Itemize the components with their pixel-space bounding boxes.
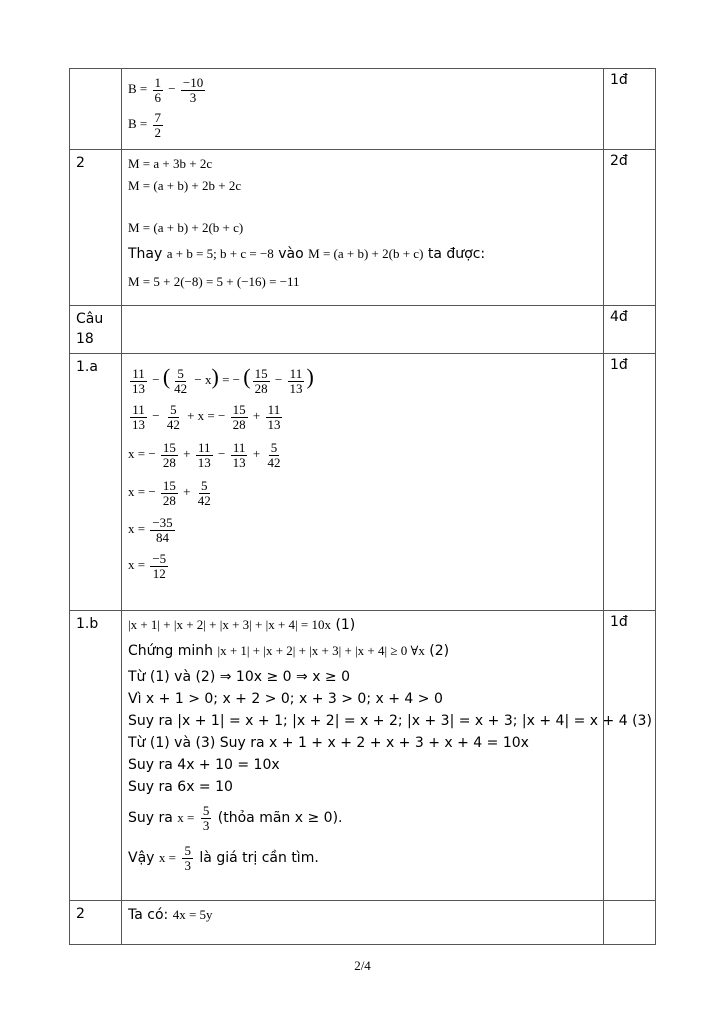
table-row — [70, 354, 656, 611]
solution-cell — [122, 354, 604, 611]
solution-line: Chứng minh |x + 1| + |x + 2| + |x + 3| + |x + 4| ≥ 0 ∀x (2) — [128, 643, 450, 659]
solution-cell — [122, 901, 604, 945]
solution-line: Suy ra x = $\frac{5}{3}$ (thỏa mãn x ≥ 0). — [128, 802, 343, 833]
solution-line: Ta có: 4x = 5y — [128, 907, 213, 923]
solution-line: M = (a + b) + 2b + 2c — [128, 178, 242, 193]
solution-line: Từ (1) và (3) Suy ra x + 1 + x + 2 + x + 3 + x + 4 = 10x — [128, 735, 529, 751]
solution-line: M = a + 3b + 2c — [128, 156, 213, 171]
solution-line: x = $\frac{-35}{84}$ — [128, 514, 173, 545]
solution-line: M = 5 + 2(−8) = 5 + (−16) = −11 — [128, 274, 300, 289]
points-cell: 1đ — [604, 69, 656, 150]
solution-line: |x + 1| + |x + 2| + |x + 3| + |x + 4| = 10x (1) — [128, 617, 356, 633]
points-cell: 1đ — [604, 611, 656, 901]
page-number: 2/4 — [354, 958, 371, 973]
points-cell: 2đ — [604, 150, 656, 306]
solution-line: Thay a + b = 5; b + c = −8 vào M = (a + b) + 2(b + c) ta được: — [128, 246, 486, 262]
points-cell: 1đ — [604, 354, 656, 611]
solution-line: Vì x + 1 > 0; x + 2 > 0; x + 3 > 0; x + 4 > 0 — [128, 691, 443, 707]
solution-cell — [122, 306, 604, 354]
solution-cell — [122, 150, 604, 306]
question-number-cell: 1.a — [70, 354, 122, 611]
table-row — [70, 150, 656, 306]
solution-line: Suy ra 4x + 10 = 10x — [128, 757, 280, 773]
question-number-cell: 2 — [70, 150, 122, 306]
solution-line: $\frac{11}{13}$ − ( $\frac{5}{42}$ − x) = − ( $\frac{15}{28}$ − $\frac{11}{13}$ ) — [132, 364, 314, 396]
table-row — [70, 901, 656, 945]
solution-line: Từ (1) và (2) ⇒ 10x ≥ 0 ⇒ x ≥ 0 — [128, 669, 351, 685]
answer-table — [69, 68, 656, 945]
solution-line: $\frac{11}{13}$ − $\frac{5}{42}$ + x = − $\frac{15}{28}$ + $\frac{11}{13}$ — [132, 401, 281, 432]
solution-line: B = $\frac{7}{2}$ — [128, 109, 162, 140]
question-number-cell — [70, 69, 122, 150]
solution-line: M = (a + b) + 2(b + c) — [128, 220, 244, 235]
table-row — [70, 69, 656, 150]
question-number-cell: Câu 18 — [70, 306, 122, 354]
question-number-cell: 1.b — [70, 611, 122, 901]
solution-line: x = $\frac{-5}{12}$ — [128, 550, 167, 581]
solution-line: Vậy x = $\frac{5}{3}$ là giá trị cần tìm. — [128, 842, 319, 873]
table-row — [70, 306, 656, 354]
solution-cell — [122, 69, 604, 150]
solution-line: x = − $\frac{15}{28}$ + $\frac{5}{42}$ — [128, 477, 211, 508]
solution-line: B = $\frac{1}{6}$ − $\frac{-10}{3}$ — [128, 74, 204, 105]
solution-line: x = − $\frac{15}{28}$ + $\frac{11}{13}$ − $\frac{11}{13}$ + $\frac{5}{42}$ — [128, 439, 281, 470]
solution-line: Suy ra |x + 1| = x + 1; |x + 2| = x + 2; |x + 3| = x + 3; |x + 4| = x + 4 (3) — [128, 713, 652, 729]
points-cell — [604, 901, 656, 945]
solution-line: Suy ra 6x = 10 — [128, 779, 233, 795]
points-cell: 4đ — [604, 306, 656, 354]
table-row — [70, 611, 656, 901]
question-number-cell: 2 — [70, 901, 122, 945]
